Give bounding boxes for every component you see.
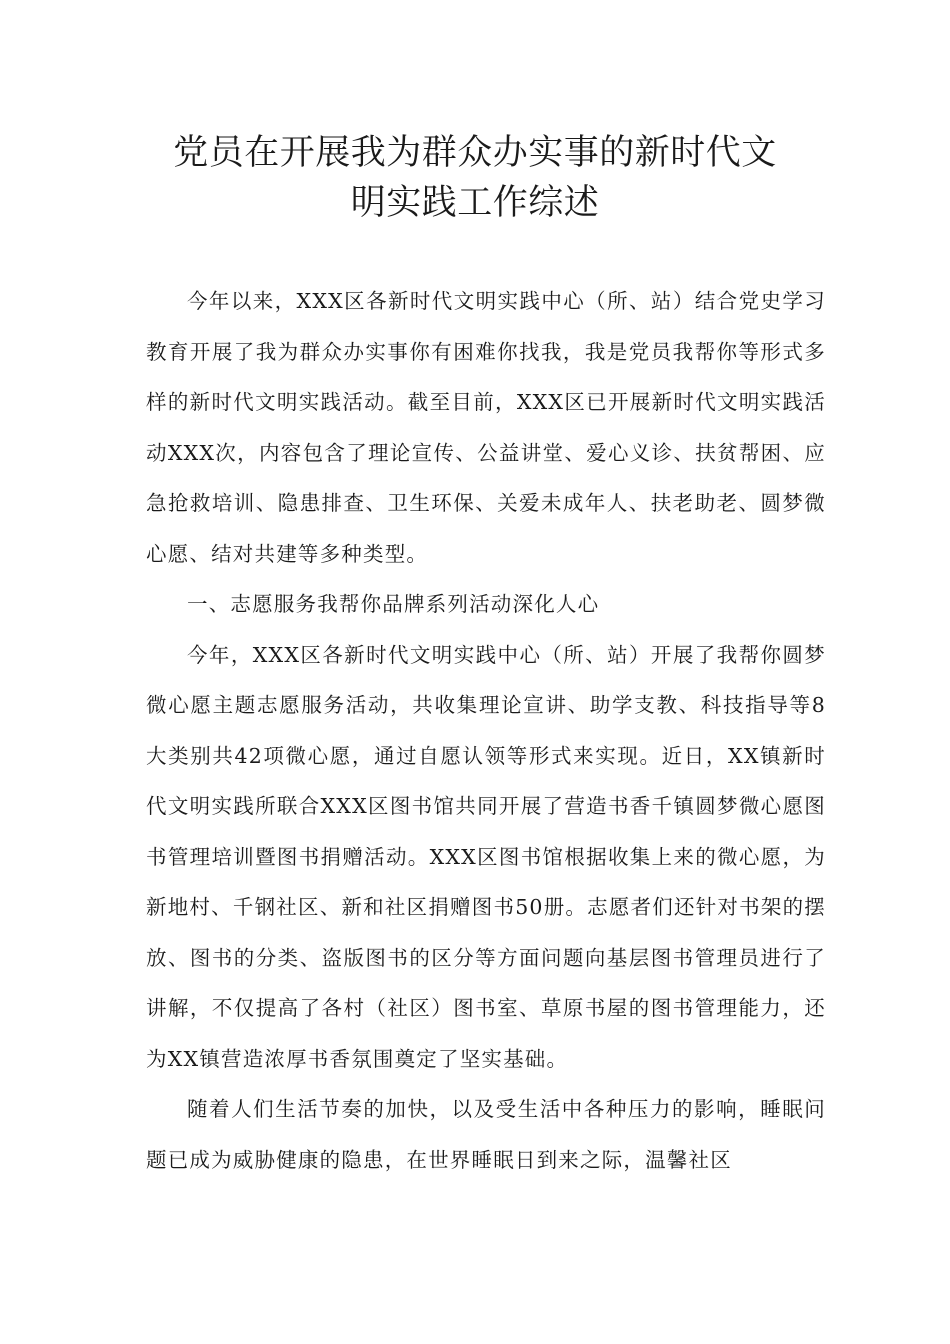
title-line-2: 明实践工作综述 [350, 183, 600, 223]
title-line-1: 党员在开展我为群众办实事的新时代文 [173, 133, 777, 173]
paragraph-section-1: 今年，XXX区各新时代文明实践中心（所、站）开展了我帮你圆梦微心愿主题志愿服务活动，共收集理论宣讲、助学支教、科技指导等8大类别共42项微心愿，通过自愿认领等形式来实现。近日，XX镇新时代文明实践所联合XXX区图书馆共同开展了营造书香千镇圆梦微心愿图书管理培训暨图书捐赠活动。XXX区图书馆根据收集上来的微心愿，为新地村、千钢社区、新和社区捐赠图书50册。志愿者们还针对书架的摆放、图书的分类、盗版图书的区分等方面问题向基层图书管理员进行了讲解，不仅提高了各村（社区）图书室、草原书屋的图书管理能力，还为XX镇营造浓厚书香氛围奠定了坚实基础。 [146, 642, 826, 1071]
section-heading-1: 一、志愿服务我帮你品牌系列活动深化人心 [187, 592, 600, 616]
document-title [100, 128, 850, 228]
document-body [146, 276, 826, 1185]
paragraph-sleep: 随着人们生活节奏的加快，以及受生活中各种压力的影响，睡眠问题已成为威胁健康的隐患，在世界睡眠日到来之际，温馨社区 [146, 1097, 826, 1172]
paragraph-intro: 今年以来，XXX区各新时代文明实践中心（所、站）结合党史学习教育开展了我为群众办实事你有困难你找我，我是党员我帮你等形式多样的新时代文明实践活动。截至目前，XXX区已开展新时代文明实践活动XXX次，内容包含了理论宣传、公益讲堂、爱心义诊、扶贫帮困、应急抢救培训、隐患排查、卫生环保、关爱未成年人、扶老助老、圆梦微心愿、结对共建等多种类型。 [146, 289, 826, 566]
